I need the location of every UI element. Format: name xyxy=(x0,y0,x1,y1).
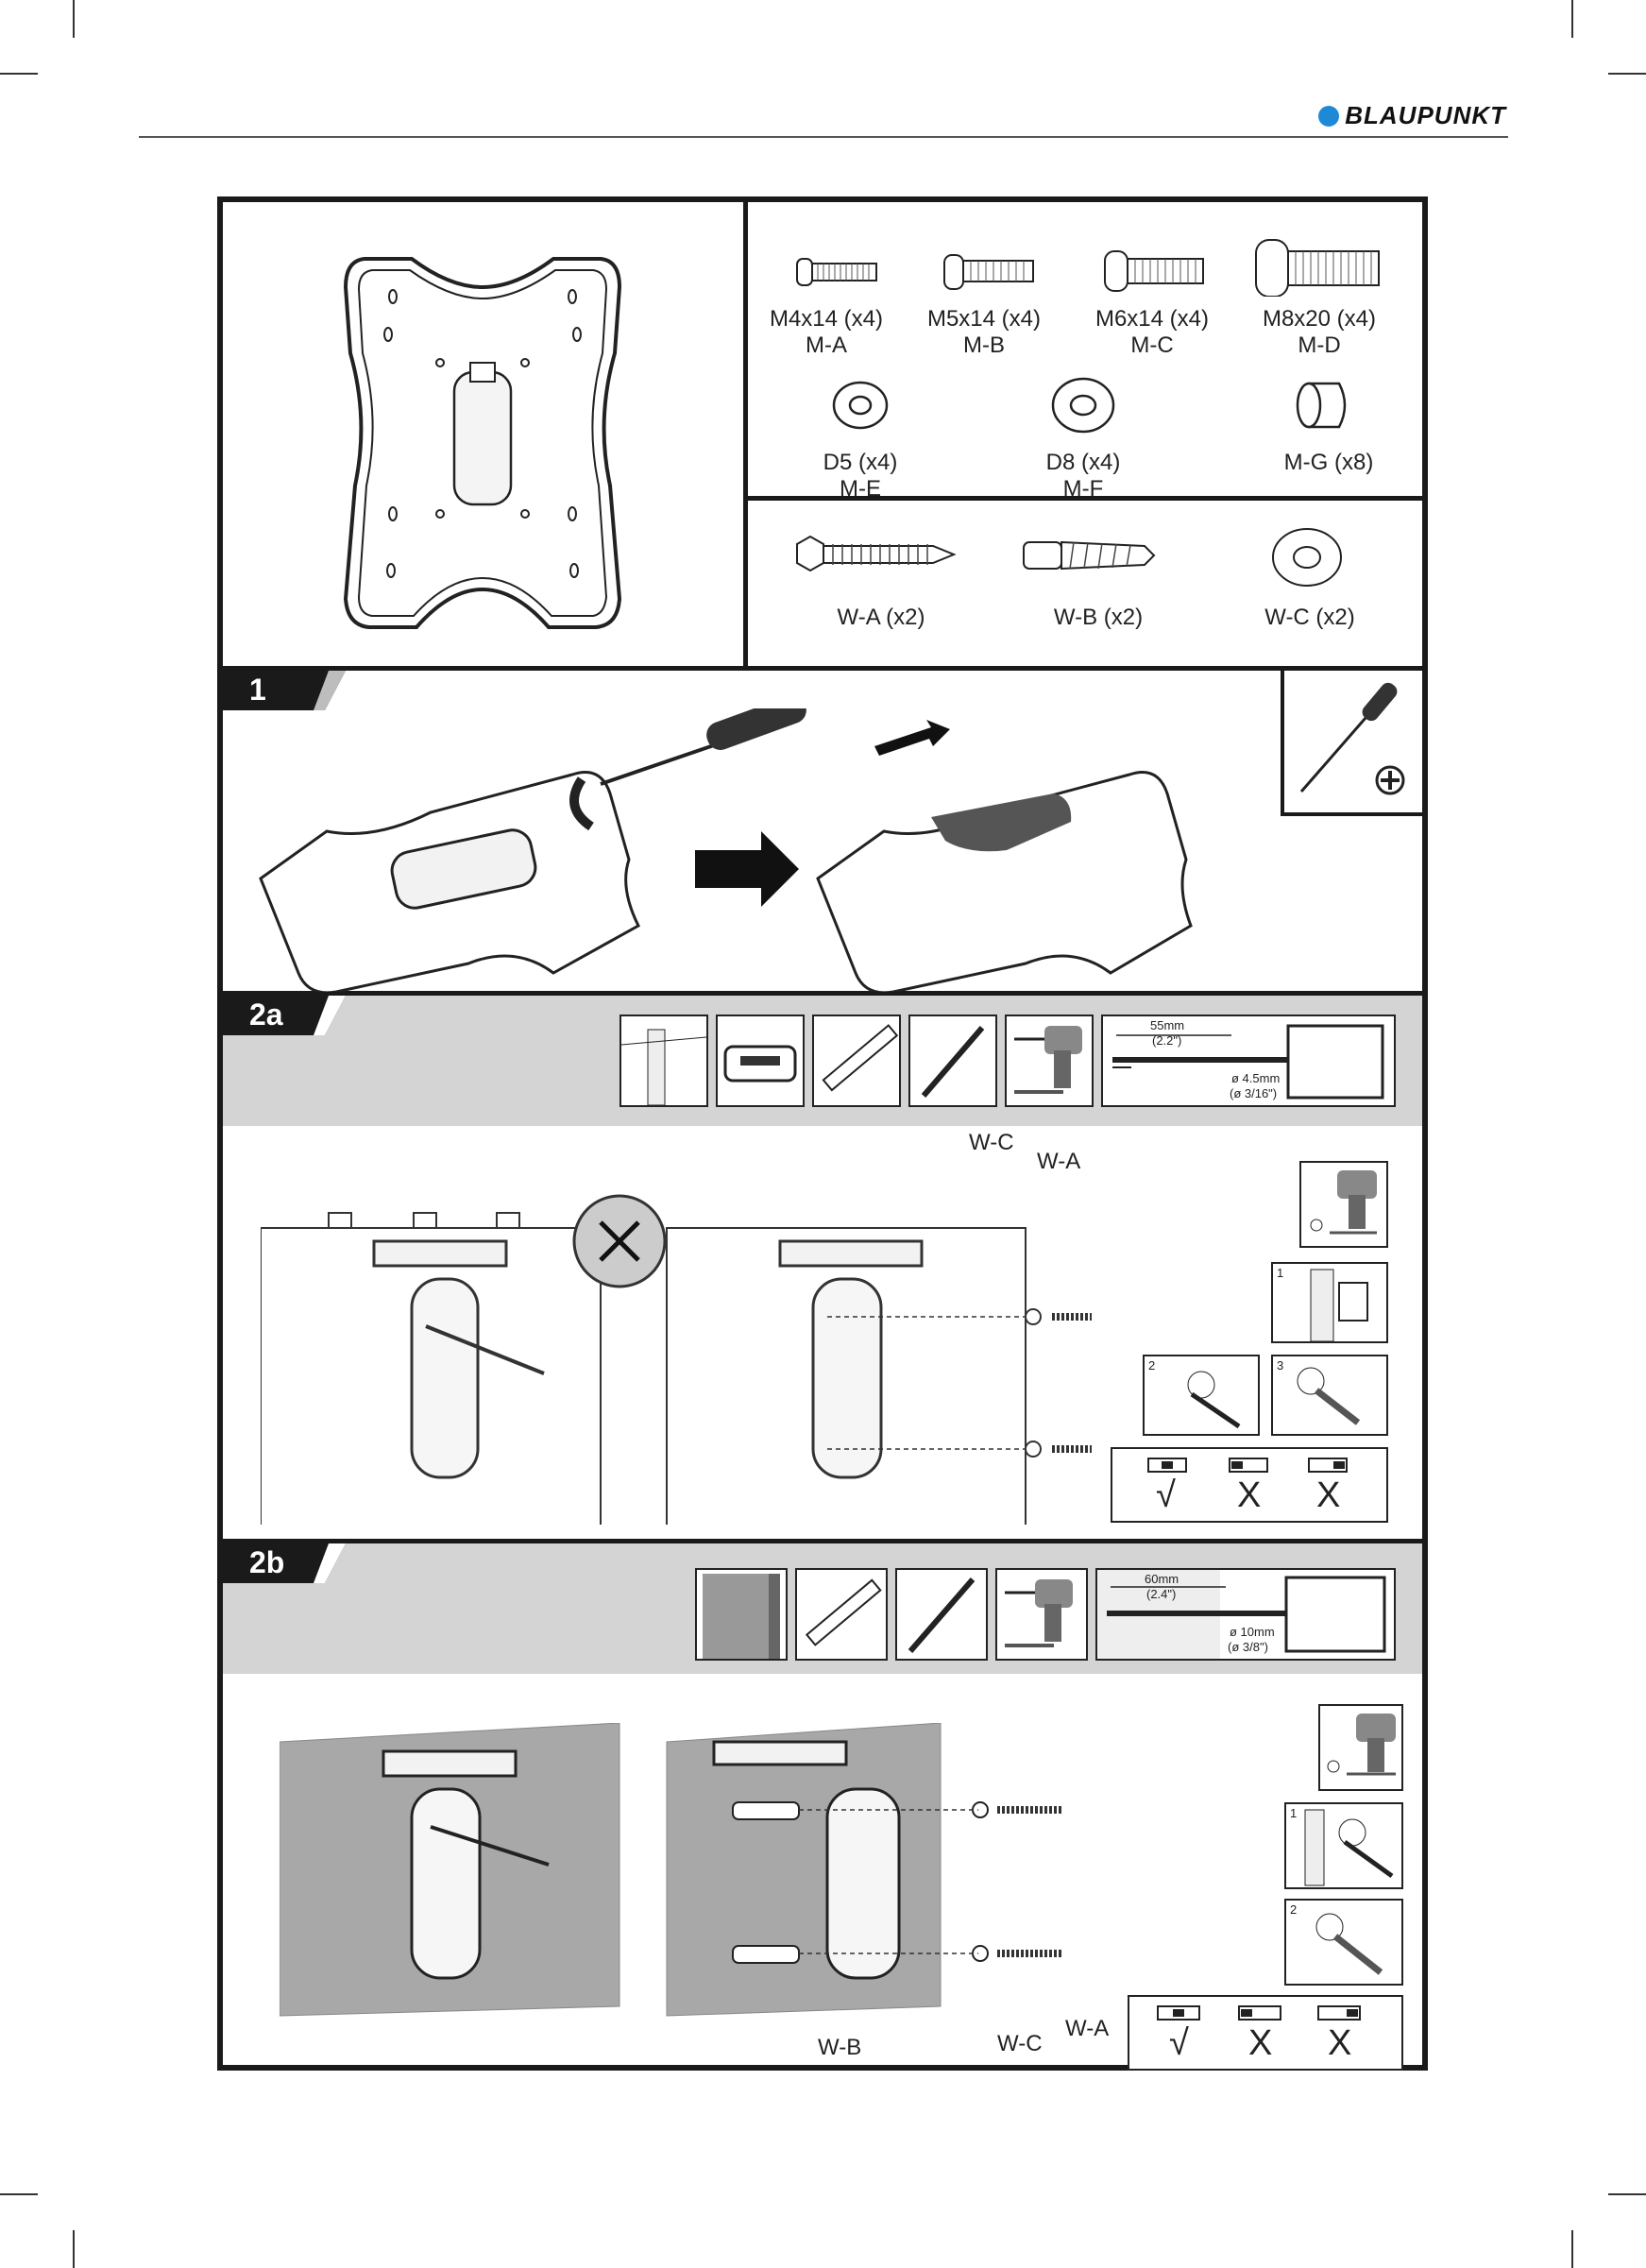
step-badge xyxy=(223,996,346,1035)
washer-label: D8 (x4) M-F xyxy=(1045,450,1121,502)
drill-diameter: ø 10mm xyxy=(1230,1625,1275,1639)
tool-level xyxy=(812,1015,901,1107)
crop-mark xyxy=(73,0,75,38)
step-number: 1 xyxy=(249,673,266,707)
washer-label: M-G (x8) xyxy=(1283,450,1374,475)
hardware-label: W-C (x2) xyxy=(1264,605,1355,630)
substep-drill-tool xyxy=(1318,1704,1403,1791)
crop-mark xyxy=(0,73,38,75)
level-wrong-mark: X xyxy=(1237,1475,1262,1515)
pencil-icon xyxy=(910,1016,995,1105)
substep-3: 3 xyxy=(1271,1355,1388,1436)
tool-screwdriver xyxy=(1281,671,1422,816)
tool-level xyxy=(795,1568,888,1661)
drill-hole-icon xyxy=(1273,1356,1386,1434)
step-1-section xyxy=(223,671,1422,996)
pencil-mark-icon xyxy=(1145,1356,1258,1434)
step-badge xyxy=(223,671,346,710)
parts-section xyxy=(223,202,1422,671)
spirit-level-icon xyxy=(814,1016,899,1105)
substep-1: 1 xyxy=(1284,1802,1403,1889)
crop-mark xyxy=(73,2230,75,2268)
level-bubble-icons xyxy=(1112,1449,1386,1477)
tool-pencil xyxy=(895,1568,988,1661)
phillips-screwdriver-icon xyxy=(1284,671,1422,812)
level-bubble-icons xyxy=(1129,1997,1401,2025)
washer-labels xyxy=(748,450,1422,503)
pencil-mark-icon xyxy=(1286,1804,1401,1887)
crop-mark xyxy=(1571,0,1573,38)
drill-depth-inches: (2.2") xyxy=(1152,1033,1182,1048)
wall-hardware-icon xyxy=(748,520,1422,595)
drill-diameter-inches: (ø 3/16") xyxy=(1230,1086,1278,1100)
step-badge xyxy=(223,1543,346,1583)
substep-drill-tool xyxy=(1299,1161,1388,1248)
brand-logo xyxy=(1318,101,1506,130)
instruction-frame xyxy=(217,196,1428,2071)
substep-2: 2 xyxy=(1143,1355,1260,1436)
wall-hardware-labels xyxy=(748,605,1422,633)
stud-finder-icon xyxy=(1273,1264,1386,1341)
crop-mark xyxy=(0,2193,38,2195)
bracket-illustration xyxy=(223,202,748,666)
brand-dot-icon xyxy=(1318,106,1339,127)
substep-2: 2 xyxy=(1284,1899,1403,1986)
header-rule xyxy=(139,136,1508,138)
mount-screws-icon xyxy=(748,221,1422,297)
step-2a-section xyxy=(223,996,1422,1543)
drill-diameter-inches: (ø 3/8") xyxy=(1228,1640,1268,1654)
substep-1: 1 xyxy=(1271,1262,1388,1343)
power-drill-icon xyxy=(1007,1016,1092,1105)
step-2a-illustration xyxy=(261,1137,1092,1525)
tool-stud-finder xyxy=(716,1015,805,1107)
callout-w-b: W-B xyxy=(818,2035,862,2060)
hardware-label: W-B (x2) xyxy=(1053,605,1144,630)
wall-plate-icon xyxy=(223,202,742,666)
spirit-level-icon xyxy=(797,1570,886,1659)
step-2b-illustration xyxy=(280,1723,1129,2035)
hardware-label: W-A (x2) xyxy=(837,605,925,630)
crop-mark xyxy=(1571,2230,1573,2268)
callout-w-c: W-C xyxy=(997,2031,1043,2056)
tv-hardware-panel xyxy=(748,202,1422,501)
tool-concrete-wall xyxy=(695,1568,788,1661)
screw-label: M6x14 (x4) M-C xyxy=(1095,306,1210,358)
brand-name: BLAUPUNKT xyxy=(1345,101,1506,129)
mount-screw-labels xyxy=(748,306,1422,363)
level-correct-mark: √ xyxy=(1169,2023,1189,2063)
drill-spec xyxy=(1095,1568,1396,1661)
tool-drill xyxy=(995,1568,1088,1661)
level-wrong-mark: X xyxy=(1248,2023,1273,2063)
wood-stud-icon xyxy=(621,1016,706,1105)
screw-label: M8x20 (x4) M-D xyxy=(1262,306,1377,358)
screw-label: M5x14 (x4) M-B xyxy=(926,306,1042,358)
screw-label: M4x14 (x4) M-A xyxy=(769,306,884,358)
callout-w-a: W-A xyxy=(1065,2016,1110,2041)
washer-label: D5 (x4) M-E xyxy=(823,450,898,502)
pencil-icon xyxy=(897,1570,986,1659)
crop-mark xyxy=(1608,73,1646,75)
step-number: 2a xyxy=(249,998,283,1032)
step-1-illustration xyxy=(251,708,1196,992)
drill-spec xyxy=(1101,1015,1396,1107)
callout-w-c: W-C xyxy=(969,1130,1014,1155)
level-correct-mark: √ xyxy=(1156,1475,1176,1515)
power-drill-icon xyxy=(997,1570,1086,1659)
drill-hole-icon xyxy=(1286,1901,1401,1984)
drill-depth: 55mm xyxy=(1150,1018,1185,1032)
step-2b-section xyxy=(223,1543,1422,2065)
wall-hardware-panel xyxy=(748,501,1422,666)
level-wrong-mark: X xyxy=(1316,1475,1341,1515)
crop-mark xyxy=(1608,2193,1646,2195)
washers-icon xyxy=(748,372,1422,438)
drill-depth: 60mm xyxy=(1145,1572,1179,1586)
tool-drill xyxy=(1005,1015,1094,1107)
power-drill-icon xyxy=(1301,1163,1386,1246)
tool-pencil xyxy=(908,1015,997,1107)
level-check xyxy=(1111,1447,1388,1523)
step-number: 2b xyxy=(249,1545,285,1579)
stud-finder-icon xyxy=(718,1016,803,1105)
level-check xyxy=(1128,1995,1403,2071)
concrete-block-icon xyxy=(697,1570,786,1659)
tool-stud-wall xyxy=(619,1015,708,1107)
callout-w-a: W-A xyxy=(1037,1149,1081,1174)
drill-diameter: ø 4.5mm xyxy=(1231,1071,1281,1085)
power-drill-icon xyxy=(1320,1706,1401,1789)
drill-depth-inches: (2.4") xyxy=(1146,1587,1177,1601)
level-wrong-mark: X xyxy=(1328,2023,1352,2063)
